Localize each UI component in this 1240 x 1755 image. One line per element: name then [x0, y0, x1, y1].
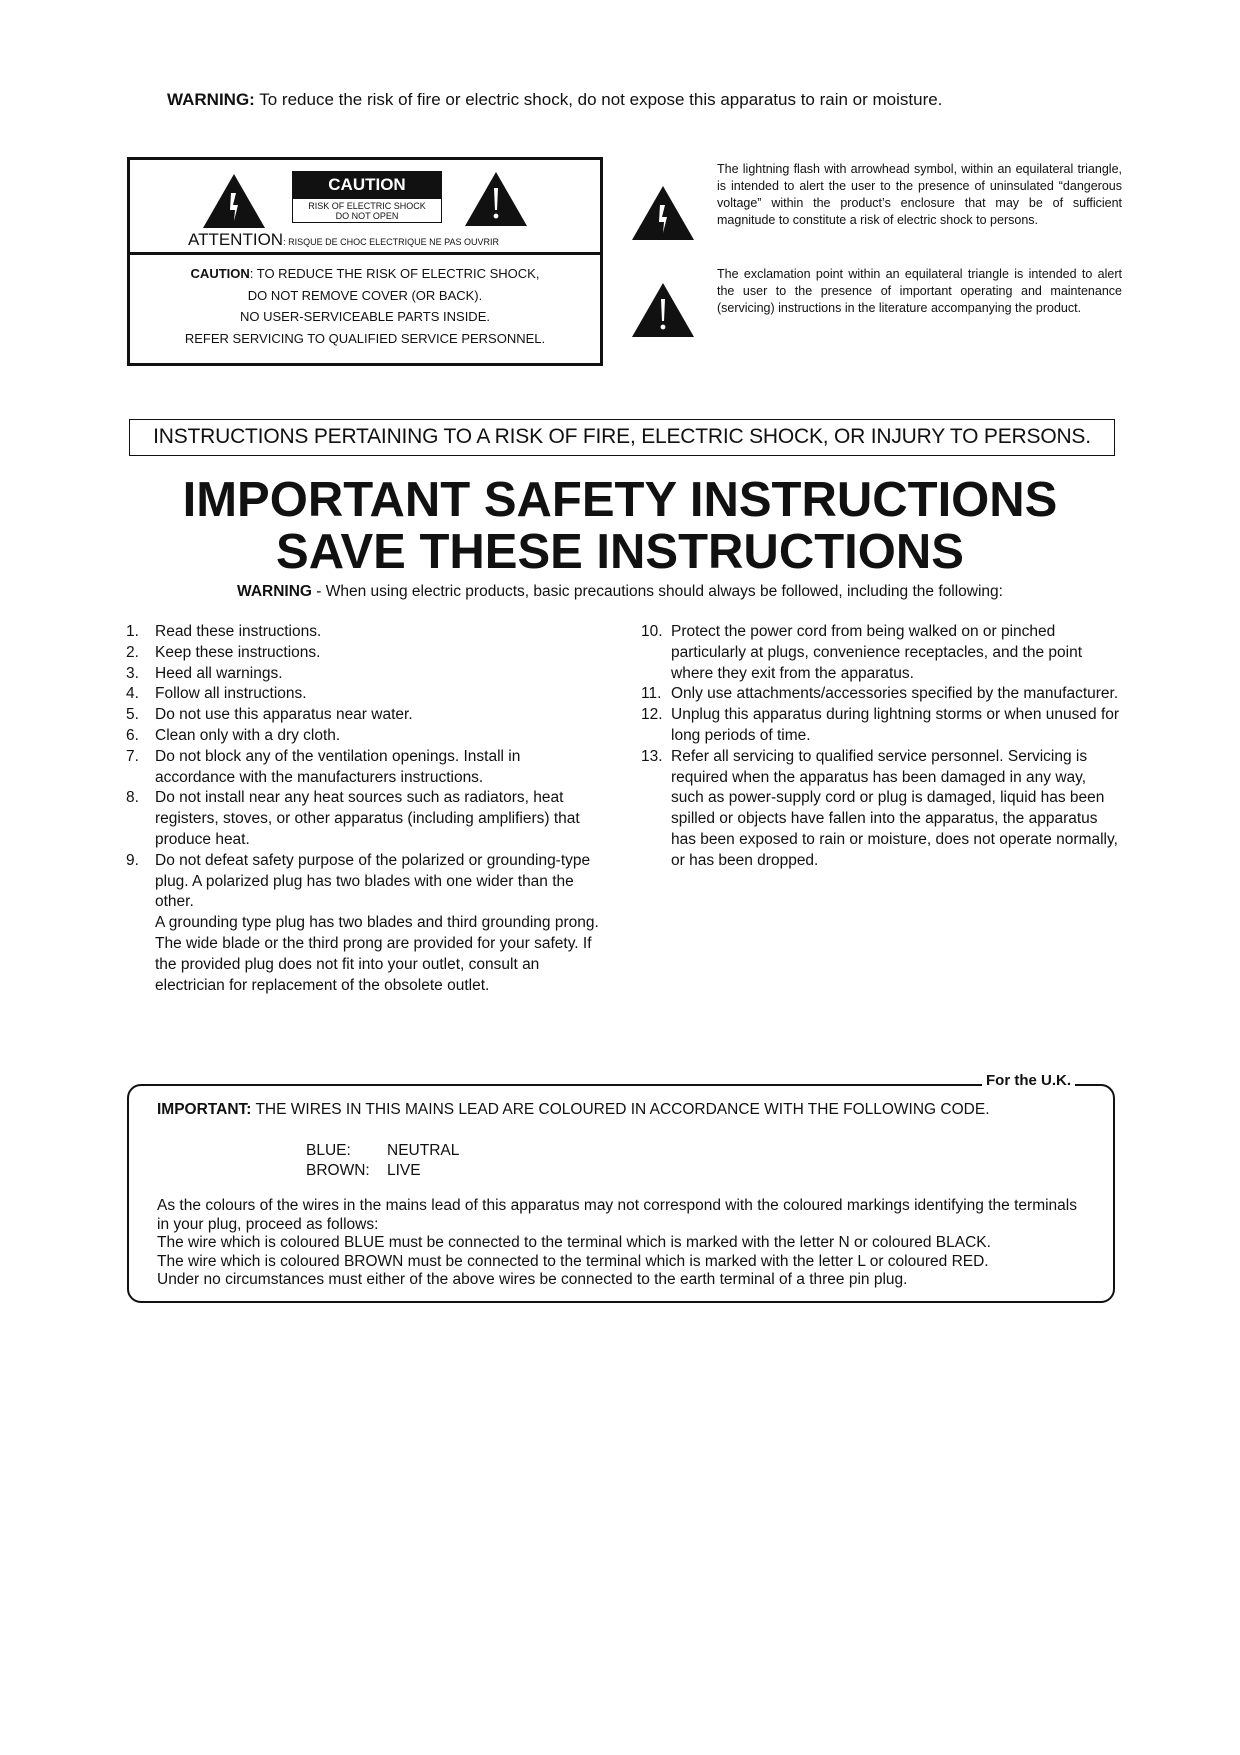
code-val-blue: NEUTRAL — [387, 1142, 460, 1159]
caution-lower-line2: DO NOT REMOVE COVER (OR BACK). — [247, 287, 483, 303]
caution-lower-line1-text: : TO REDUCE THE RISK OF ELECTRIC SHOCK, — [249, 266, 540, 281]
list-item-number: 9. — [126, 851, 139, 869]
list-item-text: Follow all instructions. — [155, 685, 307, 703]
code-key-brown: BROWN: — [306, 1162, 370, 1179]
list-item-text: Heed all warnings. — [155, 664, 283, 682]
caution-box-lower — [130, 255, 600, 349]
uk-important-text: THE WIRES IN THIS MAINS LEAD ARE COLOURED IN ACCORDANCE WITH THE FOLLOWING CODE. — [251, 1101, 990, 1118]
list-item-number: 7. — [126, 747, 139, 765]
page-title-line1: IMPORTANT SAFETY INSTRUCTIONS — [182, 473, 1058, 527]
list-item — [126, 705, 602, 726]
list-item — [126, 643, 602, 664]
uk-important-line — [157, 1101, 990, 1119]
list-item — [641, 684, 1123, 705]
list-item-9-extra: A grounding type plug has two blades and third grounding prong. The wide blade or the third prong are provided for your safety. If the provided plug does not fit into your outlet, consult an electrician for replacement of the obsolete outlet. — [155, 914, 599, 994]
uk-para-line3: The wire which is coloured BROWN must be connected to the terminal which is marked with the letter L or coloured RED. — [157, 1252, 989, 1270]
list-item-number: 8. — [126, 789, 139, 807]
exclamation-symbol-icon — [632, 283, 694, 337]
list-item-text — [155, 851, 602, 997]
caution-lower-line1 — [130, 263, 600, 285]
list-item-number: 3. — [126, 664, 139, 682]
list-item-number: 11. — [641, 685, 662, 703]
warning-intro-text: - When using electric products, basic precautions should always be followed, including the following: — [311, 583, 1003, 600]
list-item-text: Clean only with a dry cloth. — [155, 726, 341, 744]
code-row-brown — [306, 1162, 421, 1180]
code-key-blue: BLUE: — [306, 1142, 351, 1159]
uk-label: For the U.K. — [982, 1072, 1075, 1089]
exclamation-warning-icon — [465, 172, 527, 226]
list-item — [641, 747, 1123, 872]
list-item — [126, 747, 602, 789]
list-item-number: 12. — [641, 706, 663, 724]
list-item-text: Refer all servicing to qualified service personnel. Servicing is required when the apparatus has been damaged in any way, such as power-supply cord or plug is damaged, liquid has been spilled or objects have fallen into the apparatus, the apparatus has been exposed to rain or moisture, does not operate normally, or has been dropped. — [671, 747, 1118, 869]
code-row-blue — [306, 1142, 459, 1160]
lightning-symbol-icon — [632, 186, 694, 240]
caution-label: CAUTION — [292, 171, 442, 198]
lightning-warning-icon — [203, 174, 265, 228]
instructions-list-right — [641, 622, 1123, 872]
caution-sub-line2: DO NOT OPEN — [335, 211, 399, 221]
page-title-line2: SAVE THESE INSTRUCTIONS — [276, 525, 964, 579]
caution-sub-line1: RISK OF ELECTRIC SHOCK — [308, 201, 426, 211]
uk-important-label: IMPORTANT: — [157, 1101, 252, 1118]
list-item — [126, 851, 602, 997]
list-item-text: Read these instructions. — [155, 623, 322, 640]
list-item-number: 2. — [126, 643, 139, 661]
top-warning-label: WARNING: — [167, 90, 255, 109]
list-item — [126, 684, 602, 705]
exclamation-symbol-description: The exclamation point within an equilateral triangle is intended to alert the user to the presence of important operating and maintenance (servicing) instructions in the literature accompanying the product. — [717, 267, 1122, 315]
list-item — [126, 788, 602, 850]
list-item — [126, 622, 602, 643]
instructions-list-left — [126, 622, 602, 996]
list-item-text: Keep these instructions. — [155, 643, 321, 661]
list-item — [126, 664, 602, 685]
list-item-text: Do not block any of the ventilation openings. Install in accordance with the manufacturers instructions. — [155, 747, 521, 786]
top-warning — [167, 90, 942, 110]
top-warning-text: To reduce the risk of fire or electric shock, do not expose this apparatus to rain or moisture. — [254, 90, 943, 109]
attention-french-text: : RISQUE DE CHOC ELECTRIQUE NE PAS OUVRIR — [283, 237, 499, 247]
caution-lower-line3: NO USER-SERVICEABLE PARTS INSIDE. — [240, 309, 490, 324]
list-item-9-main: Do not defeat safety purpose of the polarized or grounding-type plug. A polarized plug has two blades with one wider than the other. — [155, 851, 591, 911]
uk-para-line2: The wire which is coloured BLUE must be connected to the terminal which is marked with the letter N or coloured BLACK. — [157, 1234, 991, 1251]
list-item-number: 6. — [126, 726, 139, 744]
caution-lower-line4: REFER SERVICING TO QUALIFIED SERVICE PERSONNEL. — [184, 330, 546, 346]
uk-paragraph — [157, 1197, 1077, 1290]
list-item-text: Only use attachments/accessories specified by the manufacturer. — [671, 685, 1119, 703]
attention-line — [188, 230, 499, 250]
list-item-number: 1. — [126, 623, 139, 640]
list-item-text: Do not install near any heat sources such as radiators, heat registers, stoves, or other apparatus (including amplifiers) that produce heat. — [155, 789, 580, 848]
caution-sub-label — [292, 198, 442, 223]
list-item-number: 13. — [641, 747, 663, 765]
caution-box — [127, 157, 603, 366]
caution-box-upper — [130, 160, 600, 255]
list-item-number: 5. — [126, 706, 139, 724]
uk-para-line4: Under no circumstances must either of the above wires be connected to the earth terminal of a three pin plug. — [157, 1271, 908, 1288]
warning-intro — [0, 583, 1240, 601]
code-val-brown: LIVE — [387, 1162, 421, 1179]
lightning-symbol-description: The lightning flash with arrowhead symbol, within an equilateral triangle, is intended to alert the user to the presence of uninsulated “dangerous voltage” within the product’s enclosure that may be of sufficient magnitude to constitute a risk of electric shock to persons. — [717, 162, 1122, 227]
list-item-text: Protect the power cord from being walked on or pinched particularly at plugs, convenience receptacles, and the point where they exit from the apparatus. — [671, 623, 1082, 682]
list-item-text: Do not use this apparatus near water. — [155, 706, 413, 724]
list-item-number: 10. — [641, 623, 663, 640]
caution-lower-label: CAUTION — [190, 266, 250, 281]
list-item — [641, 705, 1123, 747]
uk-para-line1: As the colours of the wires in the mains lead of this apparatus may not correspond with the coloured markings identifying the terminals in your plug, proceed as follows: — [157, 1197, 1077, 1233]
list-item — [126, 726, 602, 747]
attention-label: ATTENTION — [188, 230, 284, 249]
instructions-header: INSTRUCTIONS PERTAINING TO A RISK OF FIRE, ELECTRIC SHOCK, OR INJURY TO PERSONS. — [129, 419, 1115, 456]
list-item-text: Unplug this apparatus during lightning storms or when unused for long periods of time. — [671, 706, 1120, 744]
list-item-number: 4. — [126, 685, 139, 703]
warning-intro-label: WARNING — [237, 583, 312, 600]
list-item — [641, 622, 1123, 684]
